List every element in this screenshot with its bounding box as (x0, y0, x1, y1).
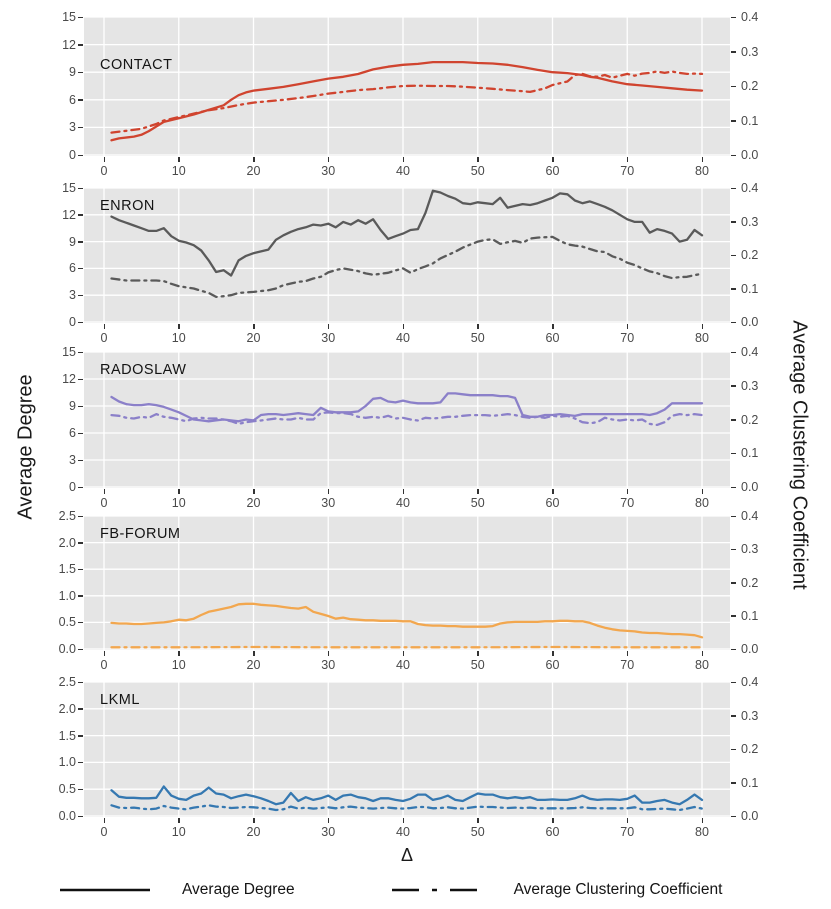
x-tick-mark (178, 818, 180, 823)
y-tick-label-right: 0.0 (741, 809, 759, 823)
x-tick-label: 40 (396, 496, 410, 510)
y-tick-label-right: 0.1 (741, 281, 759, 296)
y-tick-mark-right (731, 582, 736, 584)
x-tick-mark (627, 651, 629, 656)
y-tick-mark-left (78, 487, 83, 489)
y-tick-label-left: 15 (62, 181, 76, 195)
y-tick-label-left: 0 (69, 148, 76, 162)
y-tick-mark-left (78, 17, 83, 19)
x-tick-mark (552, 818, 554, 823)
x-tick-mark (253, 324, 255, 329)
y-tick-label-left: 9 (69, 399, 76, 413)
x-tick-label: 30 (321, 658, 336, 672)
y-tick-mark-left (78, 44, 83, 46)
x-tick-mark (178, 157, 180, 162)
x-tick-label: 10 (171, 331, 186, 345)
radoslaw-degree-line (112, 393, 703, 421)
y-tick-label-right: 0.1 (741, 446, 759, 461)
x-tick-mark (328, 651, 330, 656)
y-tick-label-right: 0.3 (741, 44, 759, 59)
y-tick-label-left: 2.5 (58, 509, 76, 523)
plot-area-fb-forum (84, 516, 730, 650)
y-tick-mark-left (78, 295, 83, 297)
y-tick-mark-right (731, 120, 736, 122)
y-tick-label-left: 15 (62, 345, 76, 359)
enron-clustering-line (112, 237, 703, 297)
legend-degree-label: Average Degree (182, 881, 295, 898)
y-tick-mark-right (731, 155, 736, 157)
y-tick-mark-left (78, 735, 83, 737)
x-tick-mark (552, 651, 554, 656)
y-tick-label-left: 12 (62, 372, 76, 386)
x-tick-mark (403, 818, 405, 823)
x-tick-label: 20 (246, 658, 261, 672)
x-tick-label: 10 (171, 658, 186, 672)
y-tick-label-right: 0.3 (741, 542, 759, 557)
plot-area-enron (84, 188, 730, 323)
y-tick-mark-left (78, 188, 83, 190)
plot-area-contact (84, 17, 730, 156)
y-tick-mark-right (731, 352, 736, 354)
y-tick-mark-right (731, 288, 736, 290)
x-tick-mark (178, 651, 180, 656)
x-tick-mark (328, 157, 330, 162)
y-tick-label-right: 0.4 (741, 10, 759, 24)
y-tick-mark-right (731, 188, 736, 190)
x-tick-label: 30 (321, 496, 336, 510)
y-tick-label-right: 0.2 (741, 575, 759, 590)
x-tick-mark (328, 324, 330, 329)
y-tick-label-left: 2.5 (58, 675, 76, 689)
y-tick-label-left: 0.5 (58, 782, 76, 797)
fb-forum-degree-line (112, 604, 703, 638)
y-tick-mark-right (731, 487, 736, 489)
y-tick-label-left: 2.0 (58, 701, 76, 716)
x-tick-label: 0 (100, 164, 108, 178)
y-tick-label-right: 0.0 (741, 315, 759, 329)
y-tick-label-left: 0.5 (58, 615, 76, 630)
legend (0, 874, 831, 906)
x-tick-mark (403, 324, 405, 329)
y-tick-label-left: 1.5 (58, 562, 76, 577)
x-tick-mark (253, 651, 255, 656)
x-tick-label: 40 (396, 658, 410, 672)
x-tick-label: 30 (321, 164, 336, 178)
y-tick-label-left: 0.0 (58, 642, 76, 656)
y-tick-mark-right (731, 385, 736, 387)
y-tick-label-right: 0.2 (741, 79, 759, 93)
y-tick-label-right: 0.4 (741, 345, 759, 359)
panel-title-lkml: LKML (100, 692, 140, 708)
y-tick-mark-right (731, 516, 736, 518)
y-tick-label-left: 3 (69, 453, 76, 467)
x-tick-mark (627, 157, 629, 162)
x-tick-mark (552, 157, 554, 162)
y-tick-label-right: 0.1 (741, 775, 759, 790)
y-tick-label-left: 3 (69, 120, 76, 135)
x-tick-mark (104, 651, 106, 656)
y-tick-label-right: 0.4 (741, 509, 759, 523)
y-tick-label-right: 0.3 (741, 708, 759, 723)
y-tick-mark-left (78, 379, 83, 381)
y-tick-label-right: 0.1 (741, 608, 759, 623)
x-tick-label: 20 (246, 164, 261, 178)
x-tick-label: 0 (100, 331, 108, 345)
y-tick-label-right: 0.2 (741, 742, 759, 756)
panel-contact (84, 17, 730, 156)
x-tick-mark (477, 157, 479, 162)
x-tick-label: 80 (695, 658, 709, 672)
x-tick-label: 70 (620, 496, 635, 510)
y-tick-label-left: 9 (69, 65, 76, 80)
x-tick-label: 20 (246, 496, 261, 510)
y-tick-mark-left (78, 542, 83, 544)
panel-title-radoslaw: RADOSLAW (100, 362, 187, 378)
x-tick-label: 40 (396, 331, 410, 345)
x-tick-label: 70 (620, 164, 635, 178)
x-tick-label: 10 (171, 164, 186, 178)
y-tick-mark-right (731, 453, 736, 455)
x-tick-label: 30 (321, 825, 336, 839)
x-tick-mark (253, 157, 255, 162)
x-tick-mark (702, 324, 704, 329)
y-tick-mark-right (731, 86, 736, 88)
x-tick-label: 20 (246, 825, 261, 839)
panel-title-fb-forum: FB-FORUM (100, 526, 181, 542)
x-tick-mark (403, 157, 405, 162)
x-tick-mark (178, 489, 180, 494)
legend-solid-line-swatch (58, 886, 152, 894)
y-tick-label-right: 0.4 (741, 181, 759, 195)
y-tick-mark-right (731, 782, 736, 784)
y-tick-mark-left (78, 622, 83, 624)
x-tick-label: 80 (695, 496, 709, 510)
y-tick-label-left: 0 (69, 315, 76, 329)
x-tick-mark (104, 157, 106, 162)
x-tick-label: 50 (470, 658, 485, 672)
y-tick-mark-right (731, 715, 736, 717)
y-tick-mark-right (731, 255, 736, 257)
x-tick-mark (702, 489, 704, 494)
legend-dashdot-line-swatch (390, 886, 482, 894)
y-tick-mark-left (78, 155, 83, 157)
x-tick-mark (702, 651, 704, 656)
y-tick-mark-right (731, 419, 736, 421)
y-tick-mark-left (78, 99, 83, 101)
x-tick-label: 50 (470, 825, 485, 839)
x-tick-mark (104, 818, 106, 823)
y-tick-mark-right (731, 549, 736, 551)
x-tick-mark (477, 651, 479, 656)
x-tick-mark (403, 651, 405, 656)
x-tick-mark (627, 489, 629, 494)
panel-enron (84, 188, 730, 323)
y-tick-mark-left (78, 406, 83, 408)
y-tick-label-right: 0.3 (741, 214, 759, 229)
panel-title-enron: ENRON (100, 198, 155, 214)
legend-clustering-label: Average Clustering Coefficient (513, 881, 723, 898)
x-tick-label: 70 (620, 331, 635, 345)
x-tick-label: 80 (695, 331, 709, 345)
y-tick-mark-left (78, 322, 83, 324)
y-tick-mark-left (78, 708, 83, 710)
plot-area-lkml (84, 682, 730, 817)
x-tick-label: 60 (545, 658, 560, 672)
y-tick-label-left: 12 (62, 207, 76, 222)
y-tick-mark-right (731, 322, 736, 324)
y-tick-label-left: 2.0 (58, 535, 76, 550)
x-tick-label: 40 (396, 164, 410, 178)
y-tick-mark-right (731, 615, 736, 617)
x-tick-label: 70 (620, 658, 635, 672)
x-tick-label: 70 (620, 825, 635, 839)
x-tick-mark (702, 818, 704, 823)
x-tick-label: 50 (470, 331, 485, 345)
y-tick-label-left: 6 (69, 426, 76, 440)
panel-title-contact: CONTACT (100, 57, 173, 73)
y-tick-label-right: 0.0 (741, 480, 759, 494)
x-tick-label: 0 (100, 658, 108, 672)
x-tick-mark (477, 489, 479, 494)
x-tick-label: 20 (246, 331, 261, 345)
contact-degree-line (112, 62, 703, 140)
y-tick-mark-left (78, 214, 83, 216)
y-tick-label-left: 3 (69, 288, 76, 303)
y-tick-mark-right (731, 816, 736, 818)
panel-lkml (84, 682, 730, 817)
y-tick-mark-left (78, 762, 83, 764)
enron-degree-line (112, 191, 703, 276)
x-tick-mark (627, 324, 629, 329)
y-tick-label-left: 6 (69, 261, 76, 276)
y-tick-label-left: 12 (62, 37, 76, 52)
y-tick-mark-right (731, 749, 736, 751)
lkml-clustering-line (112, 805, 703, 810)
x-tick-label: 0 (100, 496, 108, 510)
x-tick-label: 80 (695, 825, 709, 839)
y-tick-label-left: 0 (69, 480, 76, 494)
y-tick-label-left: 6 (69, 92, 76, 107)
x-tick-mark (477, 818, 479, 823)
x-tick-label: 60 (545, 164, 560, 178)
y-tick-label-left: 0.0 (58, 809, 76, 823)
y-tick-label-left: 1.0 (58, 588, 76, 603)
x-tick-label: 60 (545, 496, 560, 510)
x-tick-label: 40 (396, 825, 410, 839)
x-tick-label: 0 (100, 825, 108, 839)
y-tick-mark-left (78, 516, 83, 518)
y-tick-label-right: 0.1 (741, 113, 759, 128)
y-tick-mark-right (731, 682, 736, 684)
y-tick-mark-right (731, 17, 736, 19)
x-tick-mark (178, 324, 180, 329)
y-tick-mark-right (731, 221, 736, 223)
y-tick-mark-left (78, 595, 83, 597)
x-tick-mark (627, 818, 629, 823)
x-tick-mark (104, 489, 106, 494)
x-tick-label: 60 (545, 825, 560, 839)
y-tick-label-left: 15 (62, 10, 76, 24)
y-tick-mark-left (78, 241, 83, 243)
x-tick-mark (328, 818, 330, 823)
x-tick-label: 50 (470, 496, 485, 510)
y-axis-label-left: Average Degree (14, 374, 37, 520)
x-tick-mark (552, 489, 554, 494)
y-tick-mark-left (78, 789, 83, 791)
y-tick-label-right: 0.0 (741, 148, 759, 162)
x-tick-mark (403, 489, 405, 494)
y-tick-label-right: 0.2 (741, 248, 759, 262)
y-axis-label-right: Average Clustering Coefficient (788, 320, 811, 590)
x-tick-mark (328, 489, 330, 494)
x-axis-label: Δ (400, 845, 414, 865)
x-tick-mark (104, 324, 106, 329)
y-tick-label-right: 0.0 (741, 642, 759, 656)
y-tick-label-right: 0.4 (741, 675, 759, 689)
y-tick-mark-left (78, 816, 83, 818)
y-tick-label-left: 1.5 (58, 728, 76, 743)
y-tick-mark-right (731, 649, 736, 651)
y-tick-mark-left (78, 352, 83, 354)
y-tick-mark-left (78, 433, 83, 435)
x-tick-label: 80 (695, 164, 709, 178)
x-tick-mark (552, 324, 554, 329)
y-tick-mark-left (78, 460, 83, 462)
x-tick-label: 30 (321, 331, 336, 345)
y-tick-label-right: 0.2 (741, 412, 759, 427)
x-tick-mark (477, 324, 479, 329)
panel-fb-forum (84, 516, 730, 650)
y-tick-mark-left (78, 649, 83, 651)
y-tick-mark-left (78, 268, 83, 270)
y-tick-mark-left (78, 127, 83, 129)
y-tick-mark-left (78, 569, 83, 571)
x-tick-label: 10 (171, 496, 186, 510)
x-tick-label: 50 (470, 164, 485, 178)
y-tick-mark-right (731, 51, 736, 53)
x-tick-label: 60 (545, 331, 560, 345)
y-tick-mark-left (78, 682, 83, 684)
y-tick-mark-left (78, 72, 83, 74)
x-tick-mark (702, 157, 704, 162)
y-tick-label-right: 0.3 (741, 378, 759, 393)
y-tick-label-left: 1.0 (58, 755, 76, 770)
x-tick-mark (253, 818, 255, 823)
x-tick-label: 10 (171, 825, 186, 839)
x-tick-mark (253, 489, 255, 494)
y-tick-label-left: 9 (69, 234, 76, 249)
